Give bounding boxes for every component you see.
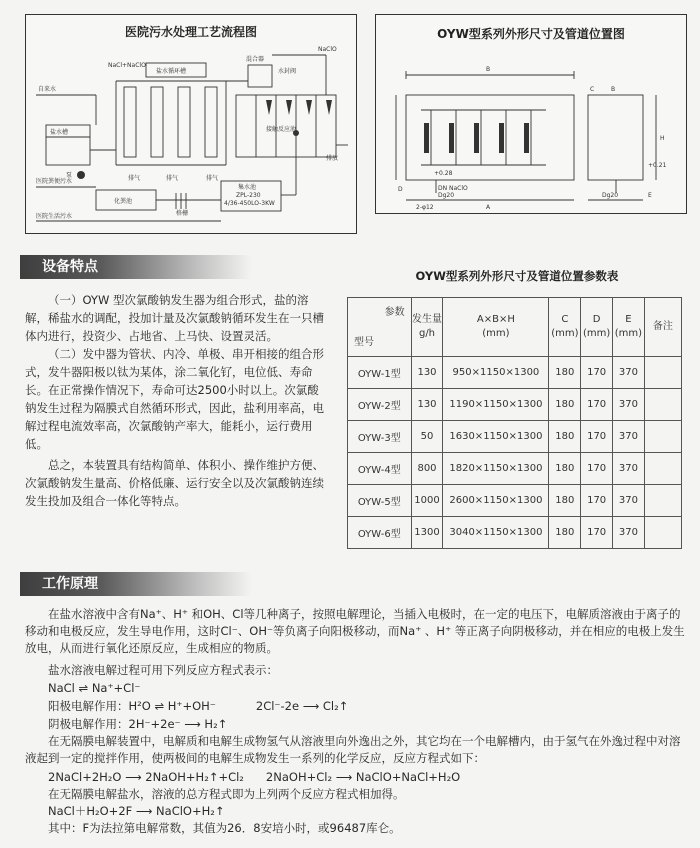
- feature-paragraph-1: （一）OYW 型次氯酸钠发生器为组合形式，盐的溶解，稀盐水的调配，投加计量及次氯酸钠循环发生在一只槽体内进行，投资少、占地省、上马快、设置灵活。: [25, 293, 324, 343]
- anode-row: [48, 698, 348, 714]
- label-naclo: NaClO: [318, 46, 337, 53]
- table-row: [348, 357, 682, 389]
- cell-dims: 3040×1150×1300: [443, 517, 549, 549]
- label-grille: 格栅: [176, 210, 189, 217]
- cell-d: 170: [581, 389, 613, 421]
- label-dg20-left: Dg20: [438, 192, 455, 199]
- label-brine-tank: 盐水槽: [50, 129, 69, 136]
- label-tap-water: 自来水: [38, 86, 57, 93]
- cell-dims: 1190×1150×1300: [443, 389, 549, 421]
- label-pump-spec: 4/36-450LO-3KW: [224, 200, 275, 207]
- label-exhaust-3: 排气: [206, 175, 219, 182]
- eq-nacl: NaCl ⇌ Na⁺+Cl⁻: [48, 681, 141, 695]
- cell-model: OYW-2型: [348, 389, 412, 421]
- cell-d: 170: [581, 421, 613, 453]
- cell-d: 170: [581, 517, 613, 549]
- label-nacl-naclo: NaCl+NaClO: [108, 62, 146, 69]
- feature-paragraph-2: （二）发中器为管状、内冷、单极、串开相接的组合形式，发牛器阳极以钛为某体，涂二氧化钌，电位低、寿命长。在正常操作情况下，寿命可达2500小时以上。次氯酸钠发生过程为隔膜式自然循环形式，因此，盐利用率高，电解过程电流效率高，次氯酸钠产率大，能耗小，运行费用低。: [25, 347, 324, 451]
- label-2-phi12: 2-φ12: [416, 204, 434, 211]
- anode-eq-1: H²O ⇌ H⁺+OH⁻: [128, 699, 216, 713]
- label-exhaust-2: 排气: [166, 175, 179, 182]
- label-d: D: [398, 186, 403, 193]
- dimension-diagram: [375, 14, 687, 214]
- label-brine-circ-tank: 盐水循环槽: [156, 68, 187, 75]
- label-a: A: [486, 204, 491, 211]
- cell-remark: [644, 485, 681, 517]
- total-intro: 在无隔膜电解盐水，溶液的总方程式即为上列两个反应方程式相加得。: [48, 787, 405, 801]
- cell-d: 170: [581, 485, 613, 517]
- label-pump: 泵: [66, 172, 73, 179]
- label-discharge: 排放: [326, 155, 339, 162]
- label-sewage-pool: 集水池: [238, 184, 257, 191]
- label-exhaust-1: 排气: [128, 175, 141, 182]
- cell-output: 130: [411, 357, 443, 389]
- cell-dims: 1820×1150×1300: [443, 453, 549, 485]
- total-eq: NaCl＋H₂O+2F ⟶ NaClO+H₂↑: [48, 804, 225, 818]
- header-d: D (mm): [581, 298, 613, 357]
- table-row: [348, 421, 682, 453]
- cell-d: 170: [581, 357, 613, 389]
- table-header-row: [348, 298, 682, 357]
- table-row: [348, 485, 682, 517]
- principle-intro: [25, 606, 685, 657]
- label-c: C: [590, 86, 595, 93]
- label-b-side: B: [611, 86, 616, 93]
- cathode-label: 阴极电解作用：: [48, 717, 129, 731]
- cell-output: 800: [411, 453, 443, 485]
- label-dim-028: +0.28: [434, 170, 453, 177]
- header-c: C (mm): [549, 298, 581, 357]
- header-output: 发生量 g/h: [411, 298, 443, 357]
- cell-dims: 950×1150×1300: [443, 357, 549, 389]
- params-table-title: OYW型系列外形尺寸及管道位置参数表: [415, 269, 619, 283]
- cell-model: OYW-3型: [348, 421, 412, 453]
- label-h: H: [660, 135, 665, 142]
- label-flowmeter: 水封阀: [278, 68, 297, 75]
- label-contact-tank: 接触反应池: [266, 126, 297, 133]
- cell-dims: 1630×1150×1300: [443, 421, 549, 453]
- flow-diagram-title: 医院污水处理工艺流程图: [124, 25, 257, 39]
- cell-output: 130: [411, 389, 443, 421]
- cell-e: 370: [613, 485, 645, 517]
- label-mixer: 混合器: [246, 56, 265, 63]
- cell-model: OYW-5型: [348, 485, 412, 517]
- table-row: [348, 453, 682, 485]
- header-model: 型号: [354, 337, 374, 348]
- label-dn-naclo: DN NaClO: [438, 185, 468, 192]
- header-remark: 备注: [644, 298, 681, 357]
- process-flow-diagram: [25, 14, 357, 234]
- label-e: E: [648, 192, 652, 199]
- cell-c: 180: [549, 357, 581, 389]
- label-septic-tank: 化粪池: [114, 198, 133, 205]
- cell-remark: [644, 357, 681, 389]
- faraday-note: 其中：F为法拉第电解常数，其值为26．8安培小时，或96487库仑。: [48, 821, 401, 835]
- cell-remark: [644, 453, 681, 485]
- header-e: E (mm): [613, 298, 645, 357]
- dimension-diagram-drawing: [376, 15, 686, 213]
- cathode-eq: 2H⁻+2e⁻ ⟶ H₂↑: [128, 717, 228, 731]
- cell-remark: [644, 421, 681, 453]
- header-param-model: [348, 298, 412, 357]
- cell-model: OYW-4型: [348, 453, 412, 485]
- anode-eq-2: 2Cl⁻-2e ⟶ Cl₂↑: [255, 699, 349, 713]
- params-table: [347, 297, 682, 549]
- features-heading: 设备特点: [20, 255, 252, 279]
- cell-remark: [644, 389, 681, 421]
- cell-remark: [644, 517, 681, 549]
- reaction-eq-1: 2NaCl+2H₂O ⟶ 2NaOH+H₂↑+Cl₂: [48, 770, 244, 784]
- cell-e: 370: [613, 421, 645, 453]
- table-row: [348, 389, 682, 421]
- cell-model: OYW-6型: [348, 517, 412, 549]
- cell-e: 370: [613, 389, 645, 421]
- reaction-row: [48, 769, 460, 785]
- cell-output: 1300: [411, 517, 443, 549]
- principle-intro-text: 在盐水溶液中含有Na⁺、H⁺ 和OH、Cl等几种离子，按照电解理论，当插入电极时，在一定的电压下，电解质溶液由于离子的移动和电极反应，发生导电作用，这时Cl⁻、OH⁻等负离子向阳极移动，而Na⁺ 、H⁺ 等正离子向阴极移动，并在相应的电极上发生放电，从而进行氧化还原反应，生成相应的物质。: [25, 607, 685, 655]
- anode-label: 阳极电解作用：: [48, 699, 129, 713]
- cell-c: 180: [549, 485, 581, 517]
- label-pump-model: ZPL-230: [236, 192, 261, 199]
- feature-paragraph-3: 总之，本装置具有结构简单、体积小、操作维护方便、次氯酸钠发生量高、价格低廉、运行安全以及次氯酸钠连续发生投加及组合一体化等特点。: [25, 458, 324, 508]
- cell-c: 180: [549, 517, 581, 549]
- eq-intro: 盐水溶液电解过程可用下列反应方程式表示：: [48, 663, 278, 677]
- label-domestic-sewage: 医院生活污水: [36, 213, 73, 220]
- label-dim-021: +0.21: [648, 162, 667, 169]
- cell-e: 370: [613, 453, 645, 485]
- cell-output: 1000: [411, 485, 443, 517]
- label-feces-sewage: 医院粪便污水: [36, 178, 73, 185]
- cell-c: 180: [549, 421, 581, 453]
- cell-dims: 2600×1150×1300: [443, 485, 549, 517]
- label-dg20-right: Dg20: [602, 192, 619, 199]
- no-membrane-paragraph: 在无隔膜电解装置中，电解质和电解生成物氢气从溶液里向外逸出之外，其它均在一个电解槽内，由于氢气在外逸过程中对溶液起到一定的搅拌作用，使两极间的电解生成物发生一系列的化学反应，反应方程式如下：: [25, 734, 681, 765]
- cell-c: 180: [549, 453, 581, 485]
- cell-d: 170: [581, 453, 613, 485]
- label-b-top: B: [486, 66, 491, 73]
- cathode-row: [48, 716, 227, 732]
- cell-model: OYW-1型: [348, 357, 412, 389]
- features-text: [25, 291, 328, 510]
- cell-e: 370: [613, 517, 645, 549]
- cell-c: 180: [549, 389, 581, 421]
- header-param: 参数: [384, 307, 405, 318]
- dimension-diagram-title: OYW型系列外形尺寸及管道位置图: [437, 27, 625, 41]
- cell-e: 370: [613, 357, 645, 389]
- flow-diagram-drawing: [26, 15, 356, 233]
- table-row: [348, 517, 682, 549]
- principle-heading: 工作原理: [20, 572, 252, 596]
- reaction-eq-2: 2NaOH+Cl₂ ⟶ NaClO+NaCl+H₂O: [265, 770, 461, 784]
- header-dims: A×B×H (mm): [443, 298, 549, 357]
- no-membrane-text: [25, 733, 685, 767]
- cell-output: 50: [411, 421, 443, 453]
